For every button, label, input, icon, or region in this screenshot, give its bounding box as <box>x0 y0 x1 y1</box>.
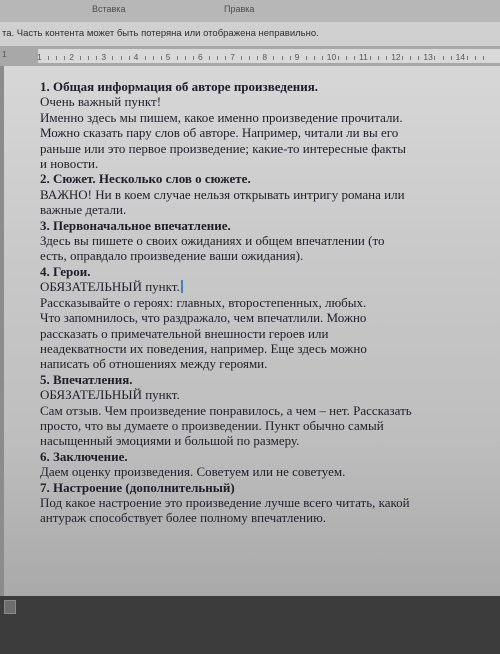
ruler-tick <box>443 56 444 60</box>
line-text: раньше или это первое произведение; какие-то интересные факты <box>40 140 406 156</box>
ruler-number: 14 <box>455 52 466 62</box>
ruler-number: 8 <box>262 52 268 62</box>
ruler-tick <box>96 56 97 60</box>
line-text: ОБЯЗАТЕЛЬНЫЙ пункт. <box>40 387 180 403</box>
ruler-tick <box>161 56 162 60</box>
ruler-number: 4 <box>133 52 139 62</box>
body-text-line <box>40 156 490 171</box>
line-text: написать об отношениях между героями. <box>40 356 268 372</box>
ruler-number: 2 <box>69 52 74 62</box>
document-page[interactable] <box>0 66 500 596</box>
line-text: 1. Общая информация об авторе произведения. <box>40 79 318 94</box>
ruler-tick <box>322 56 323 60</box>
line-text: 6. Заключение. <box>40 448 128 464</box>
ruler-tick <box>193 56 194 60</box>
body-text-line <box>40 495 490 510</box>
compatibility-message-bar <box>0 22 500 47</box>
ruler-tick <box>241 56 242 60</box>
line-text: насыщенный эмоциями и большой по размеру. <box>40 433 300 449</box>
body-text-line <box>40 433 490 448</box>
ruler-tick <box>402 56 403 60</box>
line-text: Под какое настроение это произведение лучше всего читать, какой <box>40 494 410 510</box>
body-text-line <box>40 387 490 402</box>
line-text: Рассказывайте о героях: главных, второстепенных, любых. <box>40 294 367 310</box>
ruler-track[interactable] <box>38 49 500 63</box>
body-text-line <box>40 125 490 140</box>
body-text-line <box>40 233 490 248</box>
ruler-tick <box>257 56 258 60</box>
ruler-tick <box>129 56 130 60</box>
section-heading <box>40 449 490 464</box>
line-text: Здесь вы пишете о своих ожиданиях и общем впечатлении (то <box>40 233 385 249</box>
line-text: 4. Герои. <box>40 263 91 279</box>
ruler-tick <box>346 56 347 60</box>
document-body[interactable] <box>40 79 490 526</box>
ruler-tick <box>475 56 476 60</box>
ruler-tick <box>64 56 65 60</box>
ruler-tick <box>370 56 371 60</box>
document-icon <box>4 600 16 614</box>
ruler-tick <box>378 56 379 60</box>
ruler-tick <box>338 56 339 60</box>
line-text: просто, что вы думаете о произведении. Пункт обычно самый <box>40 417 384 433</box>
ruler-tick <box>217 56 218 60</box>
ruler-tick <box>467 56 468 60</box>
line-text: ОБЯЗАТЕЛЬНЫЙ пункт. <box>40 279 180 295</box>
line-text: Сам отзыв. Чем произведение понравилось, а чем – нет. Рассказать <box>40 402 412 418</box>
section-heading <box>40 79 490 94</box>
page-left-margin <box>0 66 4 596</box>
ruler-tick <box>56 56 57 60</box>
tab-edit[interactable]: Правка <box>224 4 255 14</box>
body-text-line <box>40 510 490 525</box>
ruler-tick <box>121 56 122 60</box>
body-text-line <box>40 279 490 294</box>
compatibility-message: та. Часть контента может быть потеряна или отображена неправильно. <box>2 28 319 39</box>
ruler-tick <box>273 56 274 60</box>
section-heading <box>40 480 490 495</box>
line-text: важные детали. <box>40 202 127 218</box>
body-text-line <box>40 464 490 479</box>
section-heading <box>40 264 490 279</box>
body-text-line <box>40 403 490 418</box>
ruler-tick <box>306 56 307 60</box>
ruler-tick <box>386 56 387 60</box>
status-area <box>0 596 500 654</box>
line-text: ВАЖНО! Ни в коем случае нельзя открывать интригу романа или <box>40 186 405 202</box>
ruler-tick <box>88 56 89 60</box>
text-cursor <box>181 280 183 293</box>
ruler-tick <box>314 56 315 60</box>
body-text-line <box>40 187 490 202</box>
section-heading <box>40 171 490 186</box>
body-text-line <box>40 141 490 156</box>
line-text: 3. Первоначальное впечатление. <box>40 217 231 233</box>
ruler-number: 9 <box>294 52 300 62</box>
horizontal-ruler[interactable] <box>0 46 500 66</box>
ruler-tick <box>354 56 355 60</box>
line-text: Очень важный пункт! <box>40 94 162 110</box>
line-text: Именно здесь мы пишем, какое именно произведение прочитали. <box>40 109 403 125</box>
ruler-tick <box>112 56 113 60</box>
ruler-tick <box>410 56 411 60</box>
ruler-tick <box>249 56 250 60</box>
ruler-number: 5 <box>165 52 171 62</box>
ruler-number: 7 <box>230 52 235 62</box>
ruler-tick <box>451 56 452 60</box>
body-text-line <box>40 202 490 217</box>
line-text: 5. Впечатления. <box>40 371 133 387</box>
ruler-tick <box>290 56 291 60</box>
ruler-tick <box>483 56 484 60</box>
body-text-line <box>40 341 490 356</box>
ruler-number: 10 <box>326 52 337 62</box>
line-text: есть, оправдало произведение ваши ожидания). <box>40 248 304 264</box>
ruler-tick <box>434 56 435 60</box>
ruler-number: 11 <box>359 52 368 62</box>
body-text-line <box>40 326 490 341</box>
ruler-tick <box>48 56 49 60</box>
line-text: Даем оценку произведения. Советуем или не советуем. <box>40 464 346 480</box>
ruler-tick <box>177 56 178 60</box>
line-text: неадекватности их поведения, например. Еще здесь можно <box>40 340 367 356</box>
body-text-line <box>40 418 490 433</box>
section-heading <box>40 372 490 387</box>
ribbon-bar <box>0 0 500 23</box>
ruler-tick <box>282 56 283 60</box>
ruler-left-label: 1 <box>2 49 7 59</box>
line-text: Можно сказать пару слов об авторе. Например, читали ли вы его <box>40 125 399 141</box>
ruler-number: 6 <box>198 52 203 62</box>
ruler-tick <box>185 56 186 60</box>
body-text-line <box>40 310 490 325</box>
body-text-line <box>40 248 490 263</box>
line-text: антураж способствует более полному впечатлению. <box>40 510 327 526</box>
ruler-number: 3 <box>101 52 107 62</box>
ruler-tick <box>418 56 419 60</box>
ruler-tick <box>153 56 154 60</box>
line-text: Что запомнилось, что раздражало, чем впечатлили. Можно <box>40 310 367 326</box>
body-text-line <box>40 94 490 109</box>
ruler-tick <box>225 56 226 60</box>
tab-insert[interactable]: Вставка <box>92 4 126 14</box>
body-text-line <box>40 295 490 310</box>
ruler-number: 12 <box>391 52 401 62</box>
line-text: и новости. <box>40 156 99 172</box>
ruler-tick <box>80 56 81 60</box>
line-text: 7. Настроение (дополнительный) <box>40 479 235 495</box>
ruler-tick <box>145 56 146 60</box>
ruler-number: 13 <box>423 52 433 62</box>
line-text: 2. Сюжет. Несколько слов о сюжете. <box>40 171 251 187</box>
body-text-line <box>40 356 490 371</box>
ruler-tick <box>209 56 210 60</box>
ruler-number: 1 <box>37 52 42 62</box>
line-text: рассказать о примечательной внешности героев или <box>40 325 329 341</box>
section-heading <box>40 218 490 233</box>
body-text-line <box>40 110 490 125</box>
